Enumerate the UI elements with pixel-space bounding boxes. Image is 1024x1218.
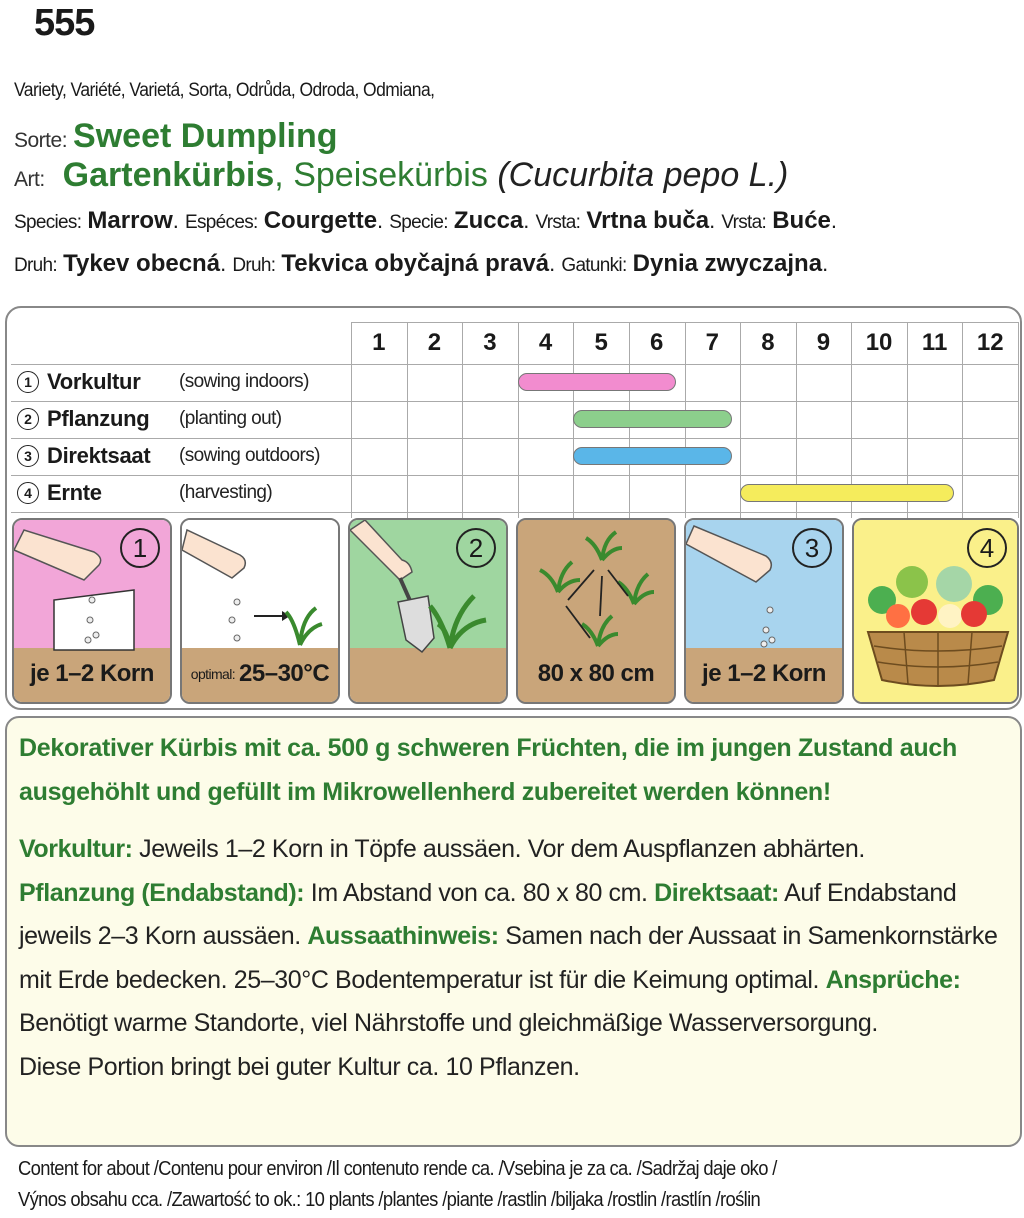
druh-value: Tekvica obyčajná pravá	[281, 250, 550, 277]
timeline-bar-pflanzung	[573, 410, 731, 428]
sowing-calendar	[5, 306, 1022, 710]
text-direktsaat: Auf Endabstand jeweils 2–3 Korn aussäen.	[19, 878, 957, 950]
month-header: 3	[483, 329, 497, 356]
species-label: Specie:	[389, 212, 448, 233]
heading-vorkultur: Vorkultur:	[19, 835, 133, 863]
grid-hline	[11, 401, 1018, 402]
timeline-bar-ernte	[740, 484, 954, 502]
instructions-text	[19, 828, 1014, 1089]
picture-caption	[14, 646, 170, 702]
month-header: 4	[538, 329, 553, 356]
sep: .	[830, 208, 838, 233]
instruction-pictures	[12, 518, 1019, 704]
picture-direct-sowing	[684, 518, 844, 704]
sep: .	[549, 251, 556, 276]
art-label: Art:	[14, 168, 45, 191]
activity-row-ernte	[17, 475, 272, 511]
grid-hline	[11, 475, 1018, 476]
timeline-bar-direktsaat	[573, 447, 731, 465]
packet-number: 555	[34, 2, 95, 44]
heading-aussaathinweis: Aussaathinweis:	[307, 922, 499, 950]
grid-hline	[11, 364, 1018, 365]
intro-text: Dekorativer Kürbis mit ca. 500 g schweren Früchten, die im jungen Zustand auch ausgehöhlt und gefüllt im Mikrowellenherd zubereitet werden können!	[19, 734, 957, 806]
month-header: 9	[816, 329, 831, 356]
circle-number: 4	[17, 482, 39, 504]
caption-text: 80 x 80 cm	[537, 660, 655, 687]
text-pflanzung: Im Abstand von ca. 80 x 80 cm.	[304, 878, 655, 907]
picture-caption	[686, 646, 842, 702]
activity-english: (planting out)	[179, 408, 282, 429]
variety-row	[14, 114, 338, 156]
step-circle: 4	[967, 528, 1007, 568]
content-footer-line1: Content for about /Contenu pour environ /Il contenuto rende ca. /Vsebina je za ca. /Sadržaj daje oko /	[18, 1158, 777, 1180]
species-label: Species:	[14, 212, 82, 233]
month-header: 2	[427, 329, 442, 356]
picture-harvesting	[852, 518, 1019, 704]
picture-caption	[518, 646, 674, 702]
activity-name: Pflanzung	[47, 406, 150, 431]
species-label: Vrsta:	[721, 212, 767, 233]
sep: .	[377, 208, 384, 233]
heading-direktsaat: Direktsaat:	[654, 878, 779, 907]
sep: .	[220, 251, 227, 276]
circle-number: 3	[17, 445, 39, 467]
activity-name: Vorkultur	[47, 369, 141, 394]
circle-number: 1	[17, 371, 39, 393]
month-header: 1	[372, 329, 386, 356]
step-circle: 2	[456, 528, 496, 568]
grid-vline	[1018, 322, 1019, 518]
species-label: Espéces:	[185, 212, 258, 233]
sorte-label: Sorte:	[14, 129, 68, 152]
species-comma: ,	[274, 156, 284, 194]
picture-spacing	[516, 518, 676, 704]
heading-pflanzung: Pflanzung (Endabstand):	[19, 878, 305, 907]
text-vorkultur: Jeweils 1–2 Korn in Töpfe aussäen. Vor dem Auspflanzen abhärten.	[132, 835, 865, 863]
heading-anspruche: Ansprüche:	[825, 965, 961, 994]
month-header: 7	[705, 329, 719, 356]
sep: .	[822, 251, 829, 276]
text-anspruche: Benötigt warme Standorte, viel Nährstoffe und gleichmäßige Wasserversorgung.	[19, 1009, 878, 1037]
month-header: 6	[650, 329, 664, 356]
druh-label: Druh:	[14, 255, 57, 276]
month-header: 12	[976, 329, 1004, 356]
caption-text: je 1–2 Korn	[702, 660, 826, 687]
species-title-row	[14, 156, 788, 195]
month-header: 5	[594, 329, 608, 356]
druh-label: Druh:	[232, 255, 276, 276]
activity-row-pflanzung	[17, 401, 282, 437]
druh-value: Dynia zwyczajna	[632, 250, 823, 277]
activity-row-vorkultur	[17, 364, 309, 400]
picture-germination	[180, 518, 340, 704]
druh-value: Tykev obecná	[63, 250, 221, 277]
druh-translations	[14, 250, 828, 278]
activity-name: Direktsaat	[47, 443, 151, 468]
species-value: Buće	[772, 207, 831, 234]
caption-text: 25–30°C	[239, 660, 330, 687]
activity-english: (sowing outdoors)	[179, 445, 320, 466]
activity-name: Ernte	[47, 480, 102, 505]
activity-english: (harvesting)	[179, 482, 273, 503]
caption-text: je 1–2 Korn	[30, 660, 154, 687]
portion-text: Diese Portion bringt bei guter Kultur ca. 10 Pflanzen.	[19, 1052, 580, 1081]
month-header: 8	[761, 329, 775, 356]
month-header: 11	[921, 329, 948, 356]
caption-small: optimal:	[190, 666, 236, 682]
description-panel	[5, 716, 1022, 1147]
content-footer-line2: Výnos obsahu cca. /Zawartość to ok.: 10 plants /plantes /piante /rastlin /biljaka /rostlin /rastlín /roślin	[18, 1189, 761, 1211]
species-translations	[14, 207, 837, 235]
druh-label: Gatunki:	[561, 255, 627, 276]
species-label: Vrsta:	[535, 212, 581, 233]
sep: .	[709, 208, 716, 233]
activity-english: (sowing indoors)	[179, 371, 309, 392]
grid-hline	[11, 438, 1018, 439]
species-value: Vrtna buča	[586, 207, 710, 234]
sep: .	[172, 208, 179, 233]
variety-languages: Variety, Variété, Varietá, Sorta, Odrůda, Odroda, Odmiana,	[14, 80, 435, 101]
species-name: Speisekürbis	[293, 156, 488, 194]
picture-planting-out	[348, 518, 508, 704]
activity-row-direktsaat	[17, 438, 320, 474]
step-circle: 3	[792, 528, 832, 568]
circle-number: 2	[17, 408, 39, 430]
calendar-grid	[11, 322, 1018, 518]
species-value: Zucca	[453, 207, 524, 234]
species-value: Courgette	[263, 207, 378, 234]
species-value: Marrow	[87, 207, 173, 234]
month-header: 10	[865, 329, 893, 356]
sep: .	[523, 208, 530, 233]
latin-name: (Cucurbita pepo L.)	[497, 156, 789, 194]
picture-sowing-indoors	[12, 518, 172, 704]
species-name-bold: Gartenkürbis	[62, 156, 275, 194]
text-aussaathinweis: Samen nach der Aussaat in Samenkornstärke mit Erde bedecken. 25–30°C Bodentemperatur ist für die Keimung optimal.	[19, 922, 998, 994]
variety-name: Sweet Dumpling	[73, 117, 338, 155]
grid-hline	[11, 512, 1018, 513]
picture-caption	[182, 646, 338, 702]
timeline-bar-vorkultur	[518, 373, 676, 391]
step-circle: 1	[120, 528, 160, 568]
